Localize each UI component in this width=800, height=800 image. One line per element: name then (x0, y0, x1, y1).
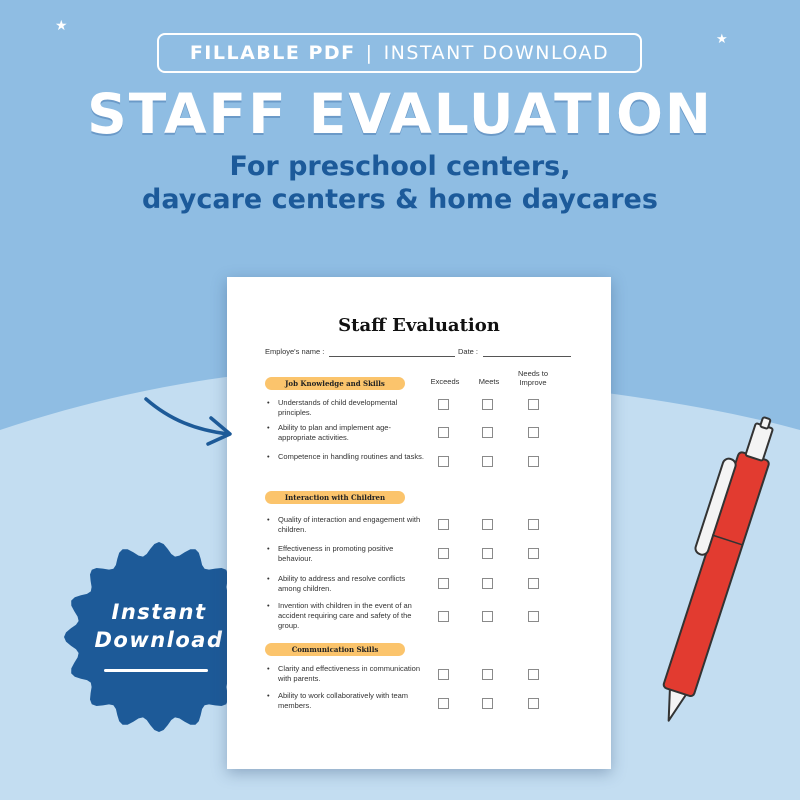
section-communication-skills: Communication Skills (265, 643, 405, 656)
checkbox-exceeds[interactable] (438, 611, 449, 622)
star-icon: ★ (55, 17, 68, 33)
criterion-text: Effectiveness in promoting positive behaviour. (278, 544, 394, 563)
employee-name-line (329, 356, 455, 357)
column-exceeds: Exceeds (430, 377, 460, 386)
format-banner (157, 33, 642, 73)
checkbox-meets[interactable] (482, 578, 493, 589)
bullet: • (267, 574, 270, 583)
subtitle-line-2: daycare centers & home daycares (142, 184, 658, 215)
column-meets: Meets (478, 377, 500, 386)
star-icon: ★ (716, 31, 728, 46)
checkbox-exceeds[interactable] (438, 578, 449, 589)
date-label: Date : (458, 347, 479, 356)
bullet: • (267, 452, 270, 461)
badge-line-1: Instant (111, 600, 207, 624)
page-title: STAFF EVALUATION (87, 82, 713, 146)
checkbox-needs-to-improve[interactable] (528, 427, 539, 438)
section-interaction-with-children: Interaction with Children (265, 491, 405, 504)
criterion-text: Invention with children in the event of an accident requiring care and safety of the group. (278, 601, 412, 630)
checkbox-meets[interactable] (482, 548, 493, 559)
criterion-text: Understands of child developmental principles. (278, 398, 398, 417)
checkbox-needs-to-improve[interactable] (528, 548, 539, 559)
bullet: • (267, 398, 270, 407)
checkbox-exceeds[interactable] (438, 519, 449, 530)
checkbox-needs-to-improve[interactable] (528, 578, 539, 589)
criterion-text: Clarity and effectiveness in communication with parents. (278, 664, 421, 683)
checkbox-exceeds[interactable] (438, 427, 449, 438)
date-line (483, 356, 571, 357)
instant-download-badge (64, 598, 254, 654)
checkbox-exceeds[interactable] (438, 548, 449, 559)
banner-bold-text: FILLABLE PDF (189, 42, 356, 64)
criterion-text: Competence in handling routines and tasks. (278, 452, 424, 461)
checkbox-meets[interactable] (482, 427, 493, 438)
criterion-text: Ability to address and resolve conflicts among children. (278, 574, 406, 593)
checkbox-exceeds[interactable] (438, 669, 449, 680)
employee-name-label: Employe's name : (265, 347, 325, 356)
subtitle (0, 150, 800, 216)
checkbox-exceeds[interactable] (438, 698, 449, 709)
criterion-text: Ability to plan and implement age-appropriate activities. (278, 423, 391, 442)
document-preview (227, 277, 611, 769)
checkbox-exceeds[interactable] (438, 456, 449, 467)
section-job-knowledge: Job Knowledge and Skills (265, 377, 405, 390)
criterion-text: Quality of interaction and engagement with children. (278, 515, 421, 534)
bullet: • (267, 544, 270, 553)
badge-underline (104, 669, 208, 672)
checkbox-needs-to-improve[interactable] (528, 519, 539, 530)
checkbox-needs-to-improve[interactable] (528, 456, 539, 467)
column-needs-to-improve: Needs to Improve (517, 369, 549, 387)
checkbox-meets[interactable] (482, 611, 493, 622)
checkbox-meets[interactable] (482, 399, 493, 410)
bullet: • (267, 423, 270, 432)
banner-light-text: INSTANT DOWNLOAD (383, 42, 610, 64)
checkbox-meets[interactable] (482, 456, 493, 467)
badge-line-2: Download (94, 628, 224, 652)
checkbox-meets[interactable] (482, 698, 493, 709)
banner-separator: | (365, 42, 374, 64)
bullet: • (267, 664, 270, 673)
bullet: • (267, 691, 270, 700)
checkbox-needs-to-improve[interactable] (528, 698, 539, 709)
checkbox-exceeds[interactable] (438, 399, 449, 410)
document-title: Staff Evaluation (338, 315, 500, 336)
bullet: • (267, 515, 270, 524)
checkbox-needs-to-improve[interactable] (528, 399, 539, 410)
bullet: • (267, 601, 270, 610)
subtitle-line-1: For preschool centers, (229, 151, 571, 182)
checkbox-needs-to-improve[interactable] (528, 611, 539, 622)
criterion-text: Ability to work collaboratively with team members. (278, 691, 409, 710)
checkbox-meets[interactable] (482, 519, 493, 530)
checkbox-needs-to-improve[interactable] (528, 669, 539, 680)
checkbox-meets[interactable] (482, 669, 493, 680)
